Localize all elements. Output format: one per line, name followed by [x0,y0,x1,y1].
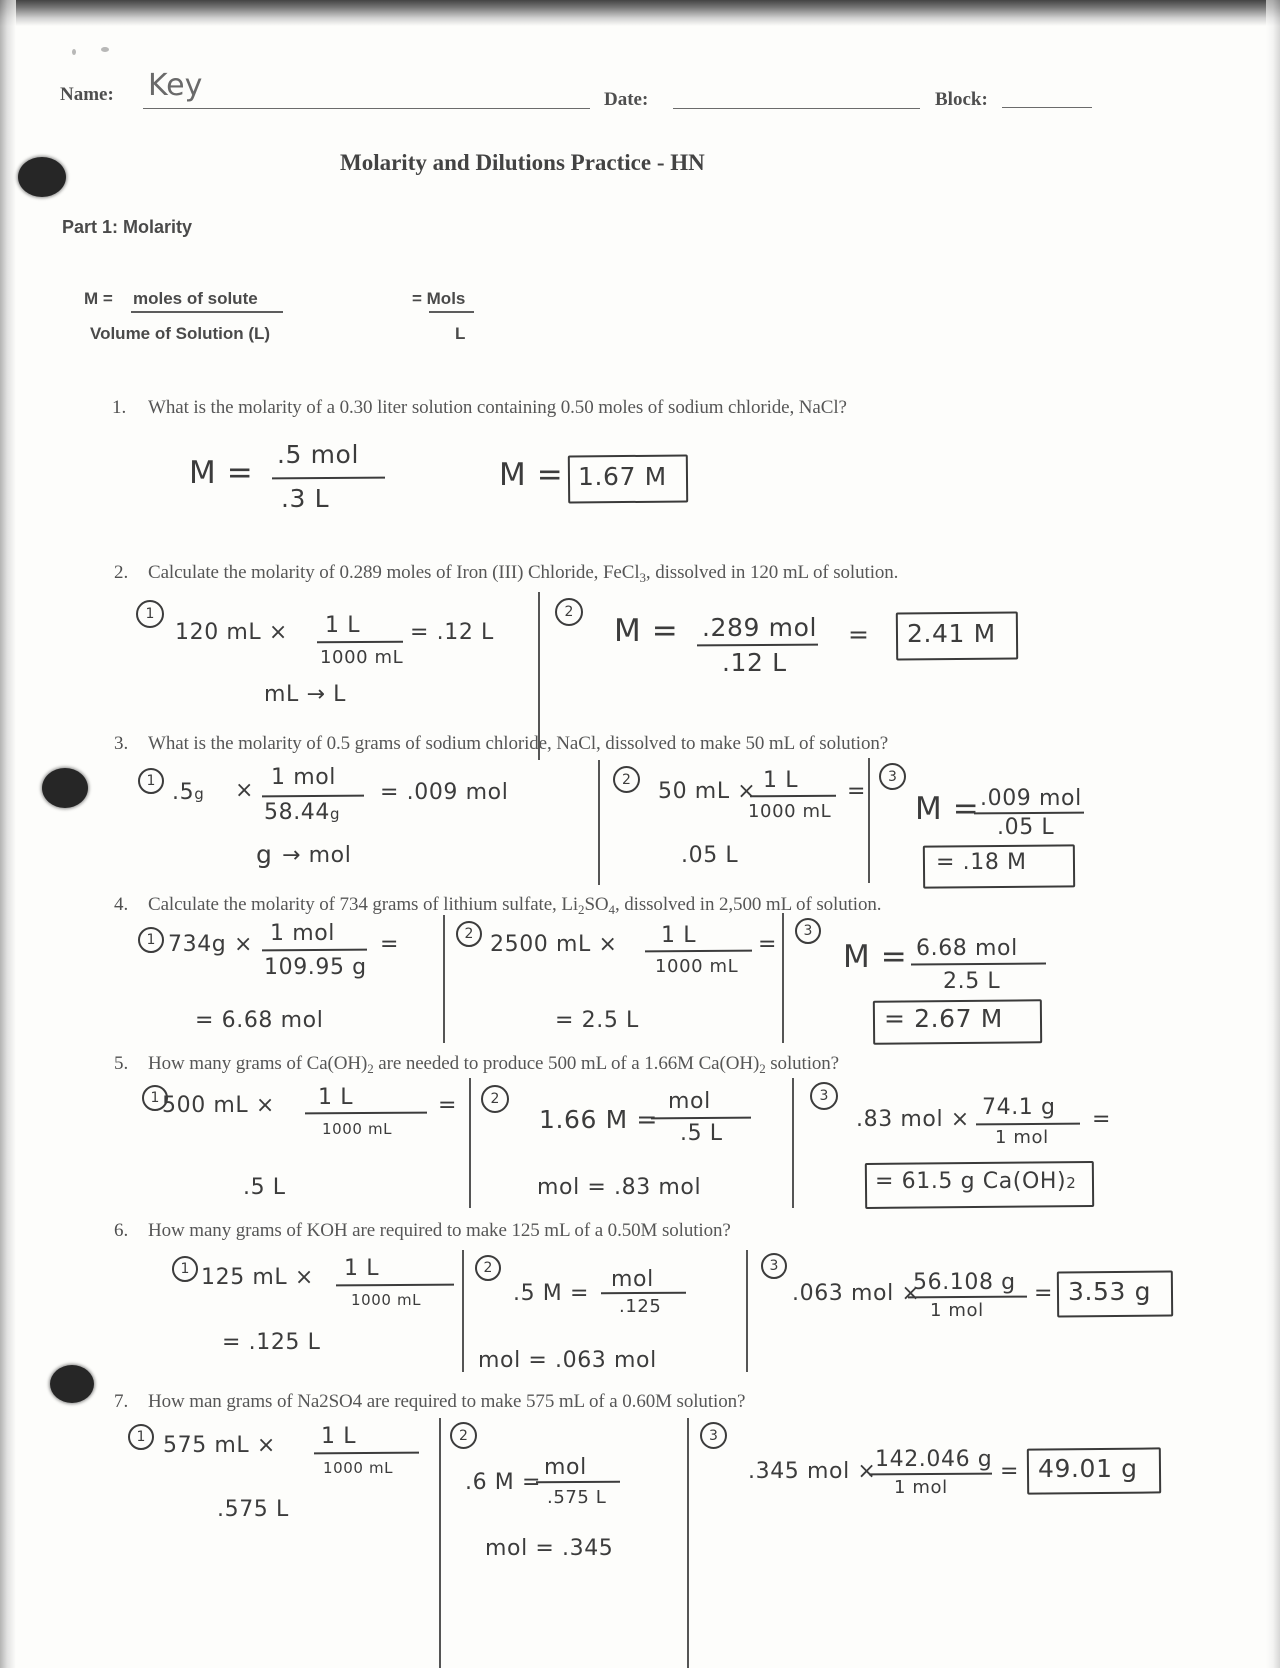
formula-m-equals: M = [84,289,113,308]
q3-step2-denominator: 1000 mL [748,801,832,822]
q6-step3-denominator: 1 mol [930,1300,984,1321]
question-5-text-pre: How many grams of Ca(OH) [148,1053,368,1074]
block-label: Block: [935,89,988,110]
q7-step1-marker [128,1424,154,1450]
question-2-number: 2. [114,562,129,583]
question-4-text [148,894,881,918]
q4-step2-marker-label: 2 [464,926,474,942]
q6-divider-1 [462,1250,464,1372]
q4-step3-denominator: 2.5 L [943,969,1001,994]
q7-step3-marker [700,1422,727,1449]
question-4-text-pre: Calculate the molarity of 734 grams of lithium sulfate, Li [148,894,579,915]
q4-step3-fraction-bar [911,963,1046,966]
q6-step1-numerator: 1 L [344,1256,380,1281]
q5-boxed-answer-text: = 61.5 g Ca(OH) [875,1169,1067,1194]
q5-step1-marker-label: 1 [150,1090,160,1106]
q5-step1-result: .5 L [243,1175,286,1200]
q4-step3-marker [795,918,821,944]
name-value: Key [148,68,203,103]
q2-step1-note: mL → L [264,682,346,707]
q6-step3-marker-label: 3 [769,1258,779,1274]
q2-step1-marker-label: 1 [145,606,155,622]
question-2-text-post: , dissolved in 120 mL of solution. [645,562,899,583]
q6-step1-fraction-bar [336,1284,454,1287]
q2-step1-marker [136,600,164,628]
q4-divider-2 [782,913,784,1043]
q2-step2-numerator: .289 mol [702,613,818,642]
q5-step2-denominator: .5 L [680,1121,723,1146]
scan-edge-top [0,0,1280,26]
q3-boxed-answer: = .18 M [936,850,1027,875]
q3-step1-marker-label: 1 [146,773,156,789]
q5-step3-fraction-bar [976,1123,1080,1126]
q1-boxed-answer: 1.67 M [578,462,667,491]
q6-step2-marker [475,1255,501,1281]
q4-step2-result: = 2.5 L [555,1008,639,1033]
q3-step1-mass-value: .5 [172,780,195,805]
q3-step1-mass [172,780,204,805]
q7-step3-equals: = [1000,1459,1020,1484]
scan-edge-left [0,0,16,1668]
q7-step2-fraction-bar [536,1481,620,1484]
q2-step2-m-label: M = [614,613,679,649]
q4-step1-fraction-bar [262,949,367,952]
block-rule [1002,107,1092,108]
q3-divider-1 [598,760,600,885]
q7-boxed-answer: 49.01 g [1038,1454,1138,1483]
q2-step1-fraction-bar [317,641,403,644]
q3-step2-equals: = [847,779,867,804]
q3-step2-marker [613,766,640,793]
question-1-text: What is the molarity of a 0.30 liter solution containing 0.50 moles of sodium chloride, NaCl? [148,397,847,418]
q6-step2-result: mol = .063 mol [478,1348,657,1373]
q6-step3-marker [761,1253,787,1279]
q6-step1-marker [172,1256,198,1282]
q3-step3-denominator: .05 L [997,815,1055,840]
question-3-text: What is the molarity of 0.5 grams of sodium chloride, NaCl, dissolved to make 50 mL of solution? [148,733,889,754]
formula-denominator: Volume of Solution (L) [90,324,271,343]
q5-step2-marker-label: 2 [490,1091,500,1107]
q3-step1-marker [138,768,164,794]
q7-divider-2 [687,1418,689,1668]
question-5-text-mid: are needed to produce 500 mL of a 1.66M Ca(OH) [373,1053,760,1074]
q7-step2-marker-label: 2 [459,1427,468,1444]
q6-step2-numerator: mol [611,1267,654,1292]
q7-step1-fraction-bar [314,1452,419,1455]
name-label: Name: [60,84,114,105]
date-label: Date: [604,89,649,110]
formula-fraction-bar [131,311,283,313]
q4-step1-result: = 6.68 mol [195,1008,324,1033]
q5-divider-1 [469,1078,471,1208]
question-5-number: 5. [114,1053,129,1074]
question-5-sub2: 2 [759,1061,766,1076]
q3-step1-denominator-value: 58.44 [264,800,330,825]
q1-numerator: .5 mol [277,440,359,469]
q7-step3-fraction-bar [869,1473,992,1476]
question-2-subscript: 3 [639,570,646,585]
q3-step2-result: .05 L [681,843,739,868]
q2-step2-marker-label: 2 [564,604,574,620]
q5-step2-expr: 1.66 M = [539,1105,658,1134]
question-2-text [148,562,898,586]
question-5-text-post: solution? [765,1053,840,1074]
q6-step3-numerator: 56.108 g [913,1270,1016,1295]
q3-step1-numerator: 1 mol [271,765,336,790]
binder-hole-top [18,157,66,197]
q6-step1-denominator: 1000 mL [351,1291,422,1309]
q2-step2-marker [555,598,583,626]
q7-step3-denominator: 1 mol [894,1477,948,1498]
q5-step3-equals: = [1092,1107,1112,1132]
question-4-number: 4. [114,894,129,915]
q3-step3-m-label: M = [915,791,980,827]
q7-step2-numerator: mol [544,1455,587,1480]
q2-step2-denominator: .12 L [722,648,787,677]
q7-step2-expr: .6 M = [465,1470,541,1495]
q2-step2-equals: = [848,620,870,649]
q4-divider-1 [443,915,445,1043]
q3-divider-2 [868,758,870,883]
q7-step1-marker-label: 1 [136,1429,146,1445]
q5-step1-equals: = [438,1093,458,1118]
question-6-text: How many grams of KOH are required to make 125 mL of a 0.50M solution? [148,1220,731,1241]
q5-step2-marker [481,1085,509,1113]
q5-boxed-answer [875,1169,1076,1194]
q2-step2-fraction-bar [697,644,818,647]
name-rule [143,108,590,109]
formula2-fraction-bar [429,311,474,313]
q5-step3-marker-label: 3 [819,1088,829,1104]
question-1-number: 1. [112,397,127,418]
q5-step3-marker [810,1082,838,1110]
q6-step2-denominator: .125 [619,1296,662,1317]
q6-step2-fraction-bar [601,1292,686,1295]
q4-step2-numerator: 1 L [661,923,697,948]
question-7-text: How man grams of Na2SO4 are required to make 575 mL of a 0.60M solution? [148,1391,746,1412]
q6-step3-fraction-bar [908,1296,1027,1299]
q6-divider-2 [746,1250,748,1372]
q4-step1-denominator: 109.95 g [264,955,367,980]
question-7-number: 7. [114,1391,129,1412]
formula-denominator-L: L [455,324,466,343]
page-title: Molarity and Dilutions Practice - HN [340,150,705,175]
q4-step2-expr: 2500 mL × [490,932,618,957]
q6-step3-equals: = [1034,1281,1054,1306]
q3-step1-times: × [235,778,255,803]
q4-step1-expr: 734g × [168,932,253,957]
scan-speck [72,49,76,55]
q7-step1-expr: 575 mL × [163,1433,276,1458]
formula-numerator: moles of solute [133,289,258,308]
q4-boxed-answer: = 2.67 M [884,1004,1003,1033]
q3-step2-marker-label: 2 [622,771,631,788]
q1-fraction-bar [272,477,385,480]
q5-step2-result: mol = .83 mol [537,1175,702,1200]
formula-equals-mols: = Mols [412,289,466,308]
q2-step1-denominator: 1000 mL [320,647,404,668]
q3-step2-fraction-bar [750,795,836,798]
q3-step3-numerator: .009 mol [980,786,1082,811]
q3-step1-result: = .009 mol [380,780,509,805]
q1-m-label: M = [189,455,254,491]
q7-step3-expr: .345 mol × [748,1459,877,1484]
q4-step1-marker [138,927,164,953]
question-4-text-post: , dissolved in 2,500 mL of solution. [614,894,882,915]
question-2-text-pre: Calculate the molarity of 0.289 moles of Iron (III) Chloride, FeCl [148,562,640,583]
q2-step1-numerator: 1 L [325,613,361,638]
question-6-number: 6. [114,1220,129,1241]
q2-step1-expr: 120 mL × [175,620,288,645]
q3-step3-fraction-bar [974,812,1084,815]
q4-step1-equals: = [380,932,400,957]
question-4-sub2: 4 [608,902,615,917]
q7-step1-numerator: 1 L [321,1424,357,1449]
question-4-text-mid: SO [584,894,609,915]
q1-result-label: M = [499,457,564,493]
scan-edge-right [1266,0,1280,1668]
q7-step3-marker-label: 3 [709,1427,718,1444]
q5-step2-fraction-bar [651,1117,751,1120]
q6-step1-marker-label: 1 [180,1261,190,1277]
q3-step1-fraction-bar [262,795,364,798]
q4-step1-numerator: 1 mol [270,921,335,946]
q5-step3-expr: .83 mol × [856,1107,970,1132]
question-5-sub1: 2 [367,1061,374,1076]
q3-step1-note-g: g [256,840,273,869]
q5-step3-numerator: 74.1 g [982,1095,1056,1120]
binder-hole-middle [42,768,88,808]
q6-step1-expr: 125 mL × [201,1265,314,1290]
q4-step1-marker-label: 1 [146,932,156,948]
question-4-sub1: 2 [578,902,585,917]
q4-step3-m-label: M = [843,939,908,975]
q5-step1-numerator: 1 L [318,1085,354,1110]
q3-step3-marker-label: 3 [888,768,897,785]
q4-step2-denominator: 1000 mL [655,956,739,977]
q5-step3-denominator: 1 mol [995,1127,1049,1148]
q2-step1-result: = .12 L [410,620,494,645]
date-rule [673,108,920,109]
q7-step2-result: mol = .345 [485,1536,614,1561]
q3-step1-denominator-unit: g [329,805,341,823]
q4-step2-marker [456,921,482,947]
scan-speck [101,47,109,52]
q3-step2-expr: 50 mL × [658,779,757,804]
q5-step1-fraction-bar [305,1112,427,1115]
q5-step2-numerator: mol [668,1089,711,1114]
q4-step3-marker-label: 3 [803,923,813,939]
question-3-number: 3. [114,733,129,754]
q5-step1-expr: 500 mL × [162,1093,275,1118]
q7-step1-result: .575 L [217,1497,289,1522]
q3-step2-numerator: 1 L [763,768,799,793]
q5-step1-denominator: 1000 mL [322,1120,393,1138]
q3-step1-note: → mol [282,843,352,868]
q4-step2-fraction-bar [645,950,752,953]
q7-step3-numerator: 142.046 g [875,1447,993,1472]
question-5-text [148,1053,839,1077]
binder-hole-bottom [50,1365,94,1403]
q1-denominator: .3 L [281,484,330,513]
q7-step1-denominator: 1000 mL [323,1459,394,1477]
q3-step1-denominator [264,800,340,825]
q6-boxed-answer: 3.53 g [1068,1277,1152,1306]
q3-step1-mass-unit: g [194,785,205,803]
q2-boxed-answer: 2.41 M [907,619,996,648]
q3-step3-marker [879,763,906,790]
q7-step2-marker [450,1422,477,1449]
q6-step3-expr: .063 mol × [792,1281,921,1306]
q6-step1-result: = .125 L [222,1330,321,1355]
q7-step2-denominator: .575 L [547,1487,607,1508]
q4-step3-numerator: 6.68 mol [916,936,1018,961]
q7-divider-1 [439,1418,441,1668]
q5-boxed-answer-sub: 2 [1066,1174,1077,1192]
q6-step2-marker-label: 2 [483,1260,493,1276]
part1-heading: Part 1: Molarity [62,217,193,237]
q4-step2-equals: = [758,932,778,957]
q6-step2-expr: .5 M = [513,1281,589,1306]
q5-divider-2 [792,1078,794,1208]
